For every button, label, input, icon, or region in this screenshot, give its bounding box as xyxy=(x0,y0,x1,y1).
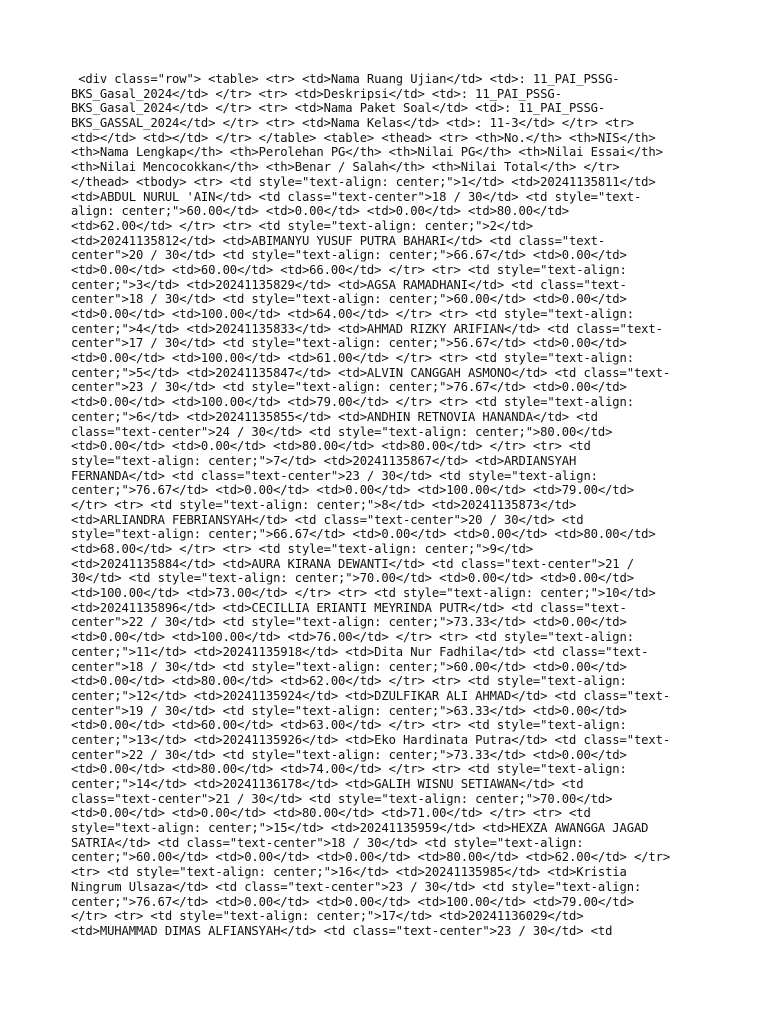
source-line: 30</td> <td style="text-align: center;">70.00</td> <td>0.00</td> <td>0.00</td> xyxy=(71,571,634,586)
source-line: center;">11</td> <td>20241135918</td> <td>Dita Nur Fadhila</td> <td class="text- xyxy=(71,644,649,659)
source-line: <td>0.00</td> <td>0.00</td> <td>80.00</td> <td>71.00</td> </tr> <tr> <td xyxy=(71,806,591,821)
source-line: style="text-align: center;">7</td> <td>20241135867</td> <td>ARDIANSYAH xyxy=(71,453,577,468)
source-line: center">23 / 30</td> <td style="text-align: center;">76.67</td> <td>0.00</td> xyxy=(71,380,627,395)
source-line: BKS_Gasal_2024</td> </tr> <tr> <td>Deskripsi</td> <td>: 11_PAI_PSSG- xyxy=(71,86,562,101)
source-line: center;">6</td> <td>20241135855</td> <td>ANDHIN RETNOVIA HANANDA</td> <td xyxy=(71,409,598,424)
source-line: center">17 / 30</td> <td style="text-align: center;">56.67</td> <td>0.00</td> xyxy=(71,336,627,351)
source-line: align: center;">60.00</td> <td>0.00</td> <td>0.00</td> <td>80.00</td> xyxy=(71,204,570,219)
source-line: <td>0.00</td> <td>100.00</td> <td>61.00</td> </tr> <tr> <td style="text-align: xyxy=(71,351,634,366)
source-line: center;">5</td> <td>20241135847</td> <td>ALVIN CANGGAH ASMONO</td> <td class="text- xyxy=(71,365,671,380)
source-line: <td>20241135884</td> <td>AURA KIRANA DEWANTI</td> <td class="text-center">21 / xyxy=(71,556,634,571)
source-line: <td>100.00</td> <td>73.00</td> </tr> <tr> <td style="text-align: center;">10</td> xyxy=(71,586,656,601)
source-line: center;">14</td> <td>20241136178</td> <td>GALIH WISNU SETIAWAN</td> <td xyxy=(71,777,584,791)
source-line: </tr> <tr> <td style="text-align: center;">17</td> <td>20241136029</td> xyxy=(71,909,584,924)
source-line: <td>0.00</td> <td>100.00</td> <td>79.00</td> </tr> <tr> <td style="text-align: xyxy=(71,395,634,410)
source-line: style="text-align: center;">15</td> <td>20241135959</td> <td>HEXZA AWANGGA JAGAD xyxy=(71,821,649,836)
source-line: style="text-align: center;">66.67</td> <td>0.00</td> <td>0.00</td> <td>80.00</td> xyxy=(71,527,656,542)
source-line: BKS_GASSAL_2024</td> </tr> <tr> <td>Nama Kelas</td> <td>: 11-3</td> </tr> <tr> xyxy=(71,116,634,131)
source-line: <td>0.00</td> <td>100.00</td> <td>64.00</td> </tr> <tr> <td style="text-align: xyxy=(71,307,634,321)
source-line: Ningrum Ulsaza</td> <td class="text-center">23 / 30</td> <td style="text-align: xyxy=(71,879,642,894)
source-line: <td>20241135812</td> <td>ABIMANYU YUSUF PUTRA BAHARI</td> <td class="text- xyxy=(71,233,606,248)
source-line: </tr> <tr> <td style="text-align: center;">8</td> <td>20241135873</td> xyxy=(71,497,577,512)
source-line: <td>0.00</td> <td>80.00</td> <td>62.00</td> </tr> <tr> <td style="text-align: xyxy=(71,674,627,689)
document-page xyxy=(71,72,703,939)
source-line: center">18 / 30</td> <td style="text-align: center;">60.00</td> <td>0.00</td> xyxy=(71,659,627,674)
source-line: class="text-center">21 / 30</td> <td style="text-align: center;">70.00</td> xyxy=(71,791,613,806)
source-line: center">22 / 30</td> <td style="text-align: center;">73.33</td> <td>0.00</td> xyxy=(71,615,627,630)
source-line: <td>20241135896</td> <td>CECILLIA ERIANTI MEYRINDA PUTR</td> <td class="text- xyxy=(71,600,627,615)
source-line: <td>0.00</td> <td>60.00</td> <td>66.00</td> </tr> <tr> <td style="text-align: xyxy=(71,262,627,277)
source-line: <th>Nama Lengkap</th> <th>Perolehan PG</th> <th>Nilai PG</th> <th>Nilai Essai</th> xyxy=(71,145,663,160)
source-line: <td>0.00</td> <td>60.00</td> <td>63.00</td> </tr> <tr> <td style="text-align: xyxy=(71,718,627,733)
source-line: <td>ABDUL NURUL 'AIN</td> <td class="text-center">18 / 30</td> <td style="text- xyxy=(71,189,642,204)
source-line: <th>Nilai Mencocokkan</th> <th>Benar / Salah</th> <th>Nilai Total</th> </tr> xyxy=(71,160,620,175)
source-line: center;">13</td> <td>20241135926</td> <td>Eko Hardinata Putra</td> <td class="text- xyxy=(71,732,671,747)
source-line: </thead> <tbody> <tr> <td style="text-align: center;">1</td> <td>20241135811</td> xyxy=(71,174,656,189)
source-line: <td>0.00</td> <td>80.00</td> <td>74.00</td> </tr> <tr> <td style="text-align: xyxy=(71,762,627,777)
source-line: center">22 / 30</td> <td style="text-align: center;">73.33</td> <td>0.00</td> xyxy=(71,747,627,762)
source-line: BKS_Gasal_2024</td> </tr> <tr> <td>Nama Paket Soal</td> <td>: 11_PAI_PSSG- xyxy=(71,101,606,116)
source-line: <td>MUHAMMAD DIMAS ALFIANSYAH</td> <td class="text-center">23 / 30</td> <td xyxy=(71,923,613,938)
source-line: center;">60.00</td> <td>0.00</td> <td>0.00</td> <td>80.00</td> <td>62.00</td> </tr> xyxy=(71,850,671,865)
source-line: center;">76.67</td> <td>0.00</td> <td>0.00</td> <td>100.00</td> <td>79.00</td> xyxy=(71,483,634,498)
source-line: center">20 / 30</td> <td style="text-align: center;">66.67</td> <td>0.00</td> xyxy=(71,248,627,263)
source-line: <td>0.00</td> <td>0.00</td> <td>80.00</td> <td>80.00</td> </tr> <tr> <td xyxy=(71,439,591,454)
source-line: <td></td> <td></td> </tr> </table> <table> <thead> <tr> <th>No.</th> <th>NIS</th> xyxy=(71,130,656,145)
source-line: <div class="row"> <table> <tr> <td>Nama Ruang Ujian</td> <td>: 11_PAI_PSSG- xyxy=(71,72,620,86)
source-line: center;">76.67</td> <td>0.00</td> <td>0.00</td> <td>100.00</td> <td>79.00</td> xyxy=(71,894,634,909)
source-line: <td>68.00</td> </tr> <tr> <td style="text-align: center;">9</td> xyxy=(71,542,533,556)
source-line: FERNANDA</td> <td class="text-center">23 / 30</td> <td style="text-align: xyxy=(71,468,598,483)
source-line: <td>0.00</td> <td>100.00</td> <td>76.00</td> </tr> <tr> <td style="text-align: xyxy=(71,630,634,645)
html-source-text xyxy=(71,72,703,939)
source-line: center">19 / 30</td> <td style="text-align: center;">63.33</td> <td>0.00</td> xyxy=(71,703,627,718)
source-line: center">18 / 30</td> <td style="text-align: center;">60.00</td> <td>0.00</td> xyxy=(71,292,627,307)
source-line: center;">12</td> <td>20241135924</td> <td>DZULFIKAR ALI AHMAD</td> <td class="text- xyxy=(71,688,671,703)
source-line: class="text-center">24 / 30</td> <td style="text-align: center;">80.00</td> xyxy=(71,424,613,439)
source-line: <td>ARLIANDRA FEBRIANSYAH</td> <td class="text-center">20 / 30</td> <td xyxy=(71,512,584,527)
source-line: center;">4</td> <td>20241135833</td> <td>AHMAD RIZKY ARIFIAN</td> <td class="text- xyxy=(71,321,663,336)
source-line: <tr> <td style="text-align: center;">16</td> <td>20241135985</td> <td>Kristia xyxy=(71,865,627,880)
source-line: SATRIA</td> <td class="text-center">18 / 30</td> <td style="text-align: xyxy=(71,835,584,850)
source-line: <td>62.00</td> </tr> <tr> <td style="text-align: center;">2</td> xyxy=(71,218,533,233)
source-line: center;">3</td> <td>20241135829</td> <td>AGSA RAMADHANI</td> <td class="text- xyxy=(71,277,627,292)
